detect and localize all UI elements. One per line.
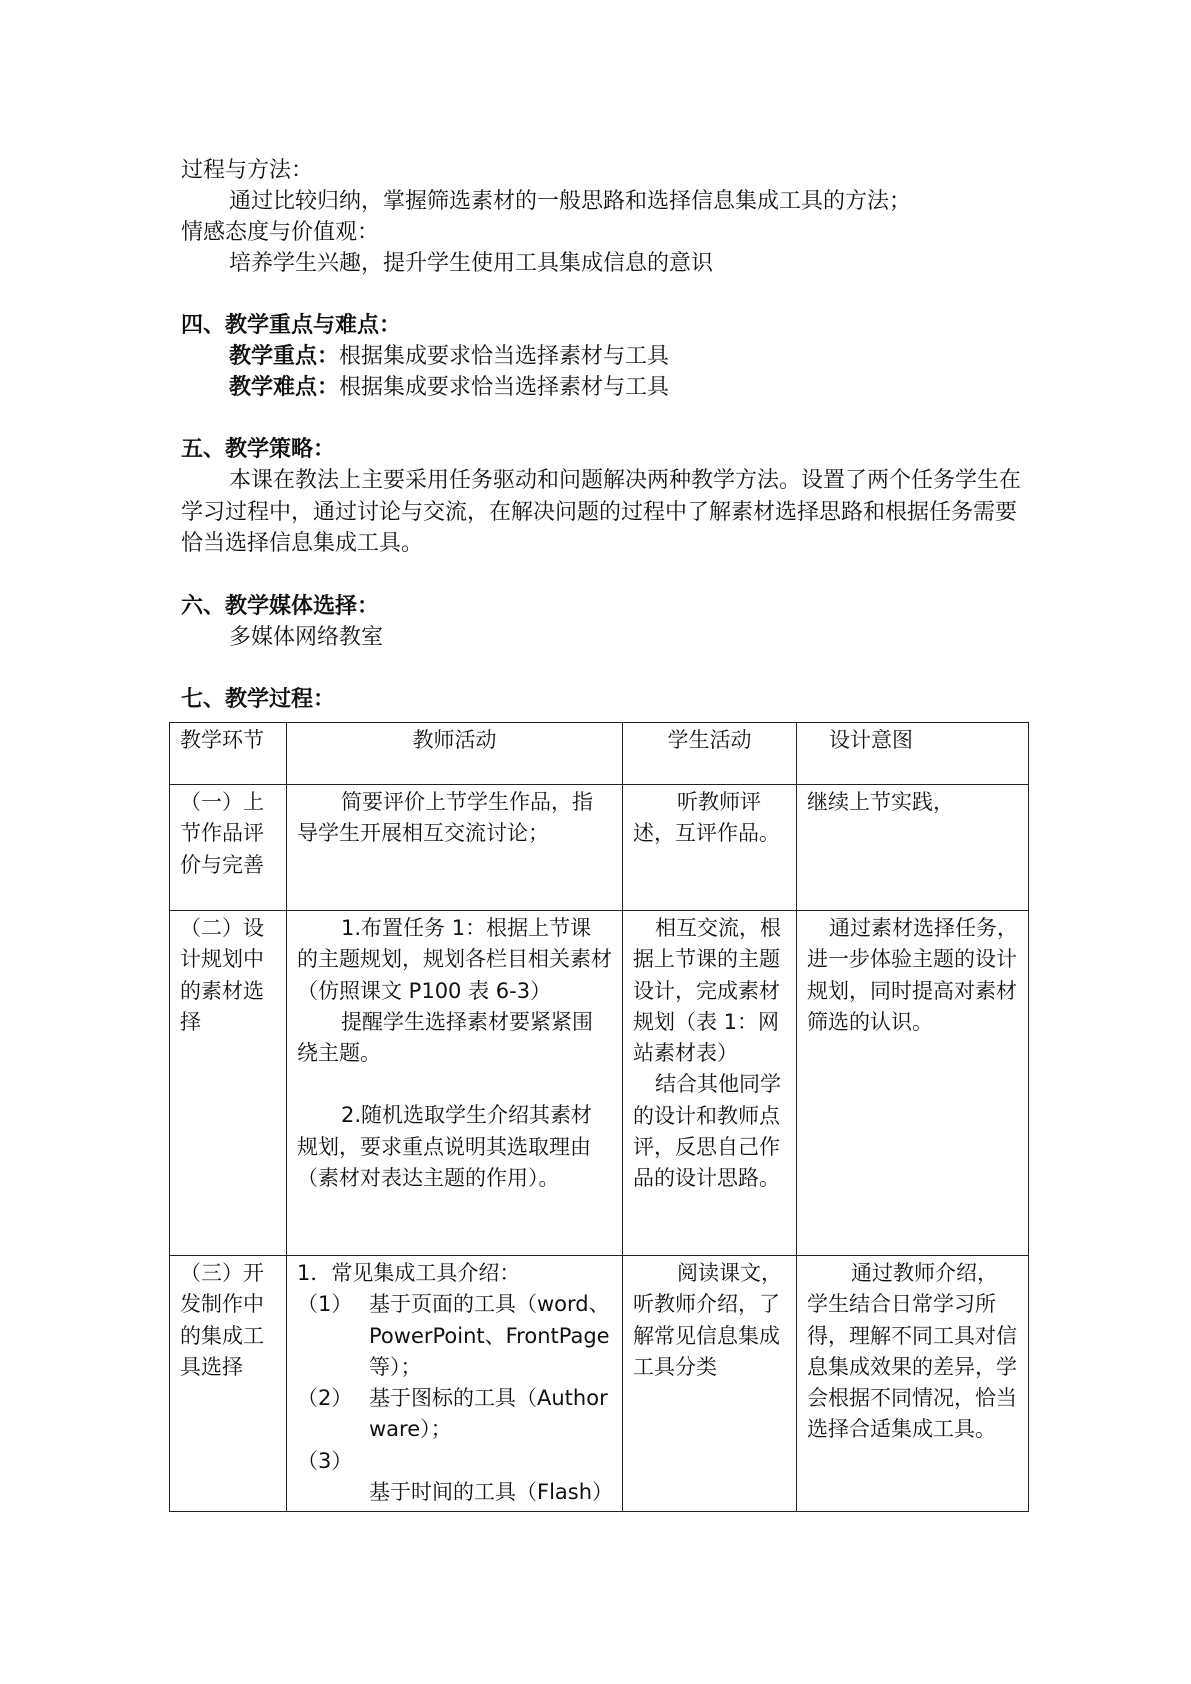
table-header-row <box>170 723 1029 785</box>
stage-cell: （三）开发制作中的集成工具选择 <box>170 1256 287 1512</box>
tool-text: 基于时间的工具（Flash） <box>369 1480 614 1505</box>
section7-title: 七、教学过程： <box>181 687 336 712</box>
teacher-cell <box>287 911 623 1256</box>
header-stage: 教学环节 <box>170 723 287 785</box>
tool-number: （3） <box>297 1448 353 1473</box>
key-point-text: 根据集成要求恰当选择素材与工具 <box>339 344 670 369</box>
emotion-values-text: 培养学生兴趣，提升学生使用工具集成信息的意识 <box>229 251 714 276</box>
header-student: 学生活动 <box>623 723 797 785</box>
process-method-heading: 过程与方法： <box>181 158 314 183</box>
difficulty-label: 教学难点： <box>229 375 340 400</box>
intent-cell: 通过教师介绍，学生结合日常学习所得，理解不同工具对信息集成效果的差异，学会根据不同情况，恰当选择合适集成工具。 <box>797 1256 1029 1512</box>
teaching-process-table <box>169 722 1029 1512</box>
header-intent: 设计意图 <box>797 723 1029 785</box>
table-row <box>170 785 1029 911</box>
key-point-label: 教学重点： <box>229 344 340 369</box>
process-method-text: 通过比较归纳，掌握筛选素材的一般思路和选择信息集成工具的方法； <box>229 189 912 214</box>
strategy-paragraph: 本课在教法上主要采用任务驱动和问题解决两种教学方法。设置了两个任务学生在学习过程中，通过讨论与交流，在解决问题的过程中了解素材选择思路和根据任务需要恰当选择信息集成工具。 <box>181 468 1022 556</box>
stage-cell: （二）设计规划中的素材选择 <box>170 911 287 1256</box>
tools-intro: 1．常见集成工具介绍： <box>297 1261 521 1285</box>
tool-number: （2） <box>297 1386 353 1411</box>
intent-cell: 通过素材选择任务，进一步体验主题的设计规划，同时提高对素材筛选的认识。 <box>797 911 1029 1256</box>
student-cell <box>623 911 797 1256</box>
tool-text: 基于图标的工具（Authorware）； <box>369 1386 608 1442</box>
teacher-cell: 简要评价上节学生作品，指导学生开展相互交流讨论； <box>287 785 623 911</box>
student-cell: 听教师评述，互评作品。 <box>623 785 797 911</box>
tool-item <box>297 1446 612 1509</box>
teacher-task1: 1.布置任务 1：根据上节课的主题规划，规划各栏目相关素材（仿照课文 P100 表 6-3） <box>297 916 612 1003</box>
student-cell: 阅读课文，听教师介绍，了解常见信息集成工具分类 <box>623 1256 797 1512</box>
emotion-values-heading: 情感态度与价值观： <box>181 220 380 245</box>
difficulty-line <box>229 372 669 403</box>
header-teacher: 教师活动 <box>287 723 623 785</box>
tool-item <box>297 1383 612 1446</box>
tool-number: （1） <box>297 1292 353 1317</box>
teacher-task2: 2.随机选取学生介绍其素材规划，要求重点说明其选取理由（素材对表达主题的作用）。 <box>297 1103 593 1191</box>
difficulty-text: 根据集成要求恰当选择素材与工具 <box>339 375 670 400</box>
section5-title: 五、教学策略： <box>181 437 336 462</box>
key-point-line <box>229 341 669 372</box>
teacher-cell <box>287 1256 623 1512</box>
section6-title: 六、教学媒体选择： <box>181 594 380 619</box>
table-row <box>170 911 1029 1256</box>
student-activity-2: 结合其他同学的设计和教师点评，反思自己作品的设计思路。 <box>633 1072 781 1191</box>
intent-cell: 继续上节实践， <box>797 785 1029 911</box>
teacher-reminder: 提醒学生选择素材要紧紧围绕主题。 <box>297 1009 593 1066</box>
media-text: 多媒体网络教室 <box>229 625 384 650</box>
student-activity-1: 相互交流，根据上节课的主题设计，完成素材规划（表 1：网站素材表） <box>633 916 781 1066</box>
tool-text: 基于页面的工具（word、PowerPoint、FrontPage 等）； <box>369 1292 610 1379</box>
stage-cell: （一）上节作品评价与完善 <box>170 785 287 911</box>
table-row <box>170 1256 1029 1512</box>
tool-item <box>297 1289 612 1383</box>
section4-title: 四、教学重点与难点： <box>181 313 402 338</box>
